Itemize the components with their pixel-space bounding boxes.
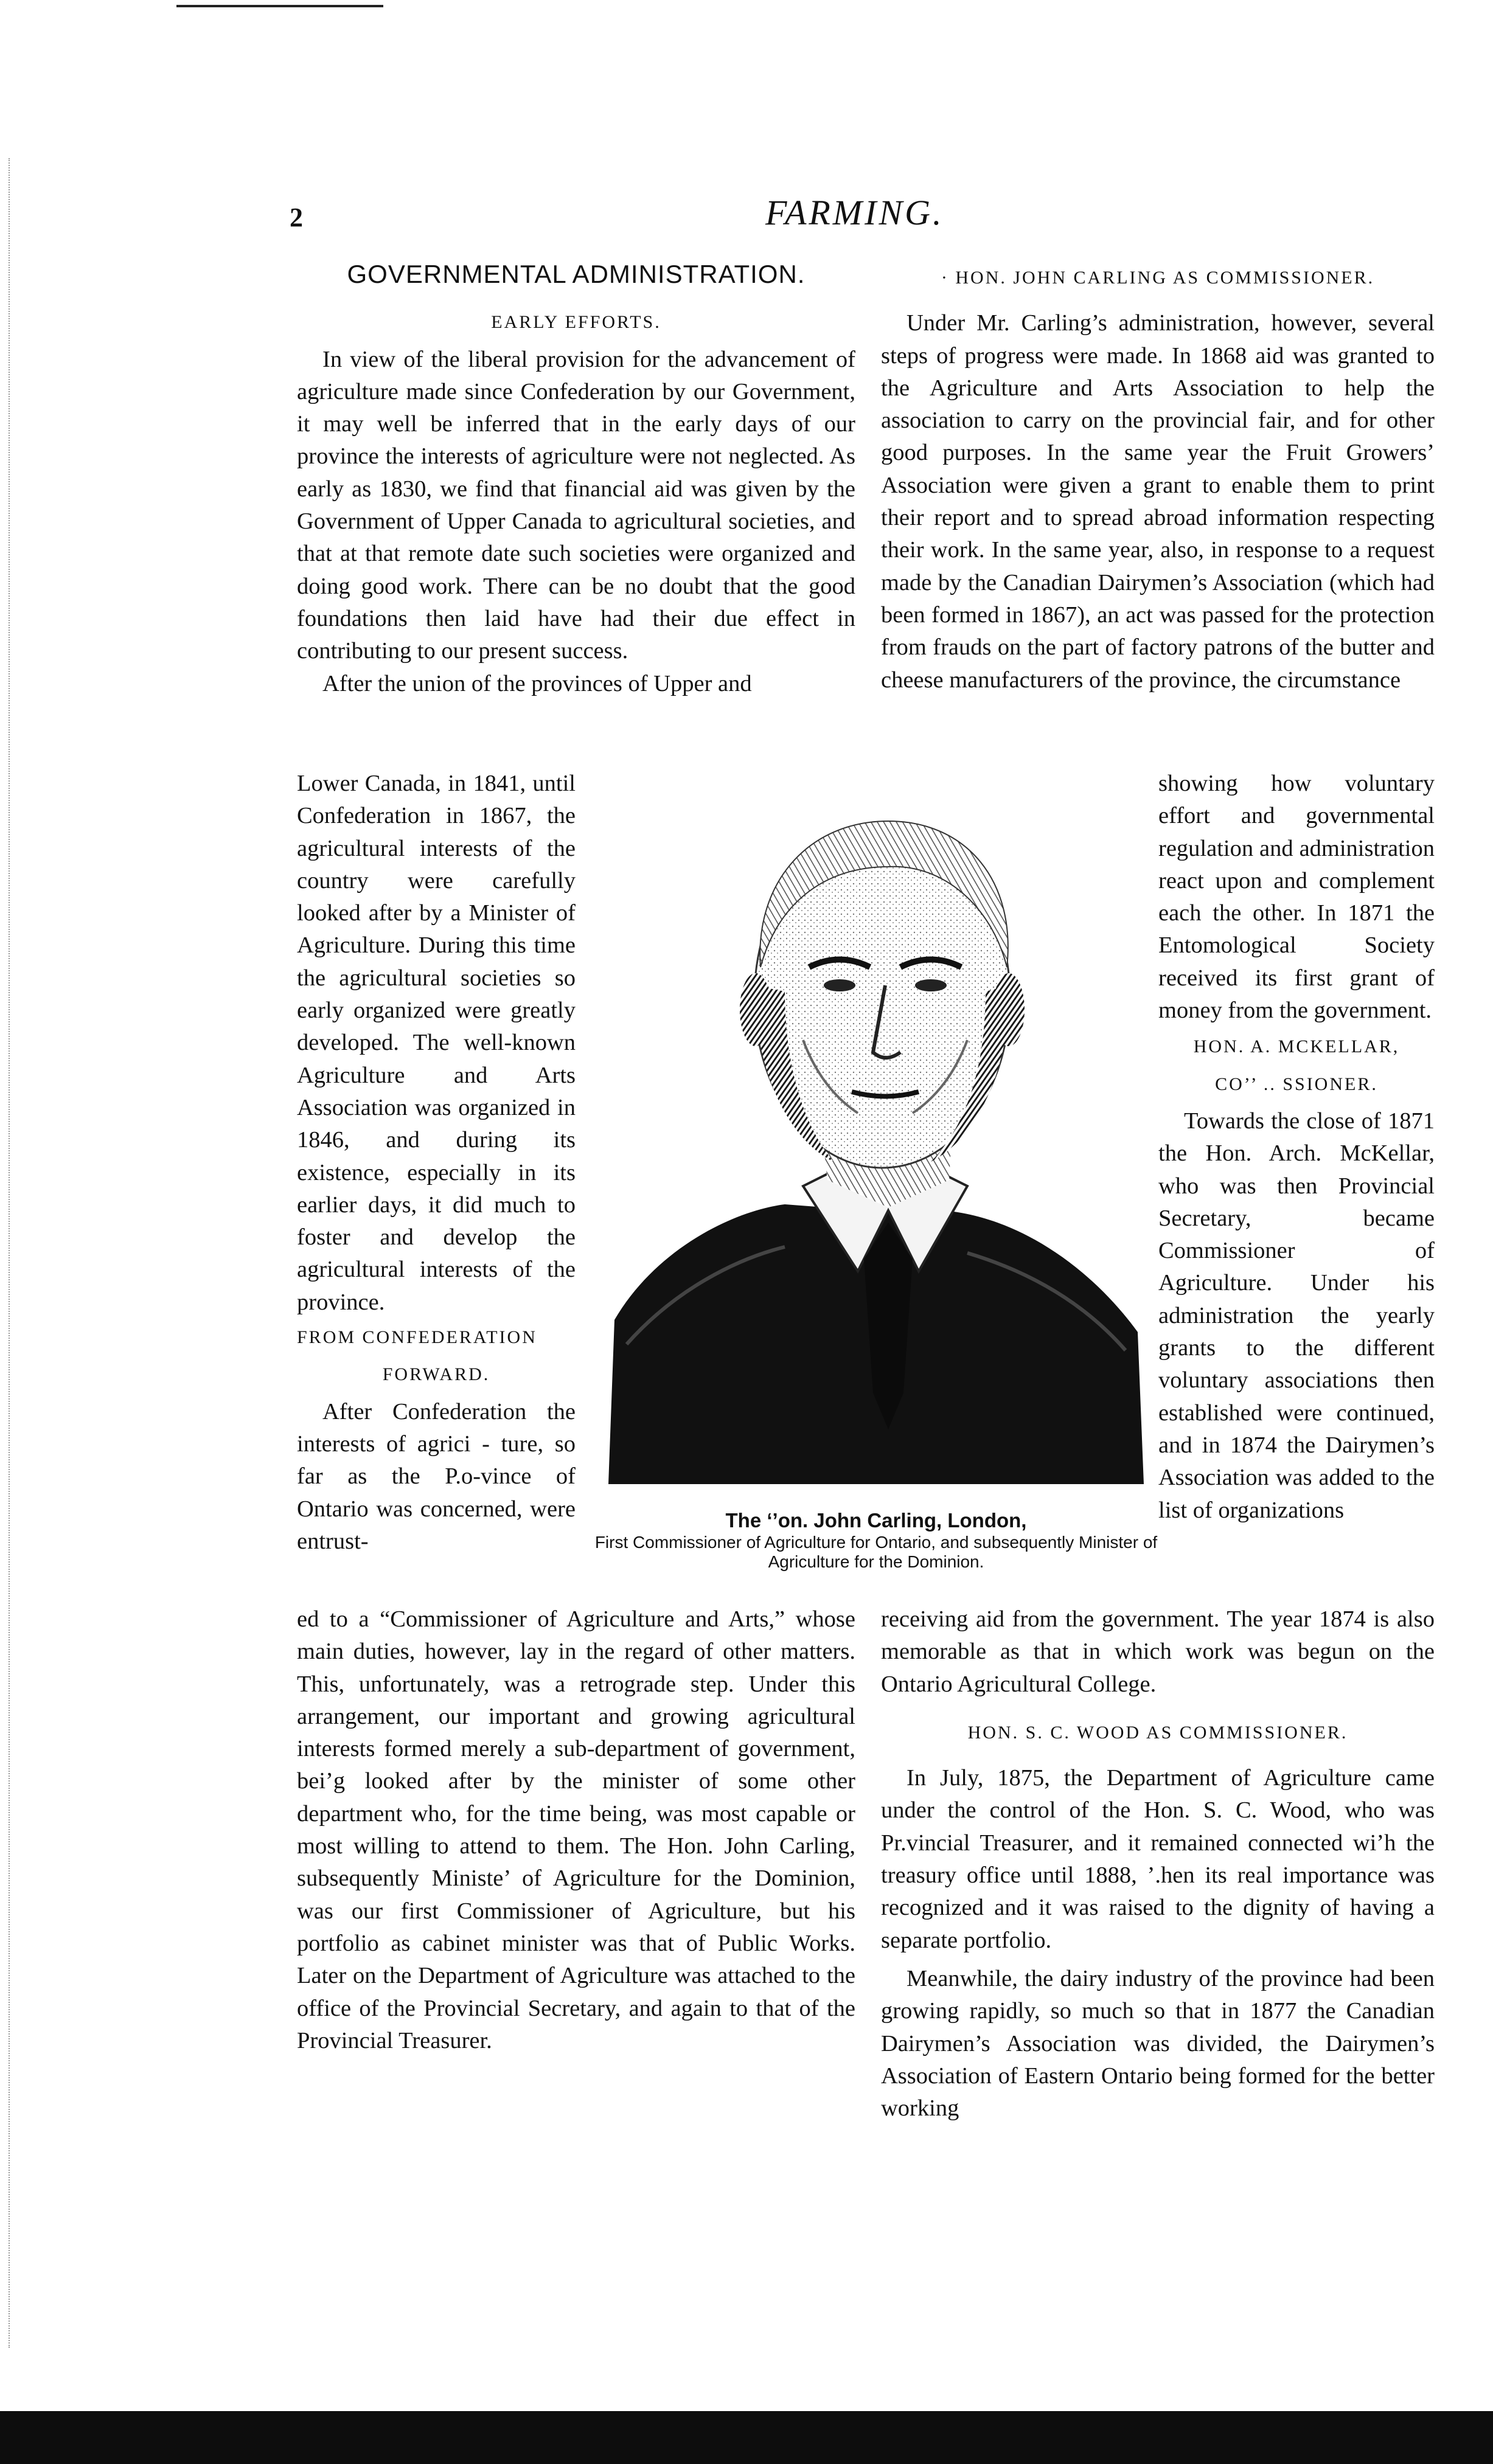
page-edge-dots [9, 158, 11, 2348]
right-column-narrow [1158, 768, 1435, 1527]
bottom-scan-border [0, 2411, 1493, 2464]
paragraph-early-efforts: In view of the liberal provision for the advancement of agriculture made since Confederation by our Government, it may well be inferred that in the early days of our province the interests of agriculture were not neglected. As early as 1830, we find that financial aid was given by the Government of Upper Canada to agricultural societies, and that at that remote date such societies were organized and doing good work. There can be no doubt that the good foundations then laid have had their due effect in contributing to our present success. [297, 346, 855, 664]
section-heading: GOVERNMENTAL ADMINISTRATION. [347, 260, 806, 288]
top-rule [176, 5, 383, 7]
paragraph-mckellar-wrap: Towards the close of 1871 the Hon. Arch. McKellar, who was then Provincial Secretary, became Commissioner of Agriculture. Under his administration the yearly grants to the different voluntary associations then established were continued, and in 1874 the Dairymen’s Association was added to the list of organizations [1158, 1108, 1435, 1523]
subheading-early-efforts: EARLY EFFORTS. [491, 312, 661, 333]
right-column-bottom [881, 1603, 1435, 2125]
paragraph-confederation-continued: ed to a “Commissioner of Agriculture and Arts,” whose main duties, however, lay in the regard of other matters. This, unfortunately, was a retrograde step. Under this arrangement, our important and growing agricultural interests formed merely a sub-department of government, bei’g looked after by the minister of some other department who, for the time being, was most capable or most willing to attend to them. The Hon. John Carling, subsequently Ministe’ of Agriculture for the Dominion, was our first Commissioner of Agriculture, but his portfolio as cabinet minister was that of Public Works. Later on the Department of Agriculture was attached to the office of the Provincial Secretary, and again to that of the Provincial Treasurer. [297, 1606, 855, 2053]
left-column-narrow [297, 768, 576, 1558]
page-number: 2 [290, 203, 303, 232]
paragraph-carling: Under Mr. Carling’s administration, however, several steps of progress were made. In 1868 aid was granted to the Agriculture and Arts Association to help the association to carry on the provincial fair, and for other good purposes. In the same year the Fruit Growers’ Association were given a grant to enable them to print their report and to spread abroad information respecting their work. In the same year, also, in response to a request made by the Canadian Dairymen’s Association (which had been formed in 1867), an act was passed for the protection from frauds on the part of factory patrons of the butter and cheese manufacturers of the province, the circumstance [881, 310, 1435, 693]
paragraph-union-continued: Lower Canada, in 1841, until Confederation in 1867, the agricultural interests of the country were carefully looked after by a Minister of Agriculture. During this time the agricultural societies so early organized were greatly developed. The well-known Agriculture and Arts Association was organized in 1846, and during its existence, especially in its earlier days, it did much to foster and develop the agricultural interests of the province. [297, 771, 576, 1315]
portrait-engraving [602, 785, 1150, 1490]
paragraph-dairy: Meanwhile, the dairy industry of the province had been growing rapidly, so much so that in 1877 the Canadian Dairymen’s Association was divided, the Dairymen’s Association of Eastern Ontario being formed for the better working [881, 1965, 1435, 2122]
paragraph-mckellar-continued: receiving aid from the government. The year 1874 is also memorable as that in which work was begun on the Ontario Agricultural College. [881, 1606, 1435, 1697]
subheading-forward: FORWARD. [382, 1364, 490, 1385]
subheading-mckellar: HON. A. MCKELLAR, [1193, 1036, 1400, 1057]
subheading-carling: · HON. JOHN CARLING AS COMMISSIONER. [941, 268, 1375, 288]
paragraph-carling-continued: showing how voluntary effort and governmental regulation and administration react upon and complement each the other. In 1871 the Entomological Society received its first grant of money from the government. [1158, 771, 1435, 1024]
paragraph-union-lead: After the union of the provinces of Upper and [322, 670, 752, 696]
subheading-wood: HON. S. C. WOOD AS COMMISSIONER. [967, 1722, 1348, 1743]
caption-name: The ‘’on. John Carling, London, [725, 1509, 1027, 1532]
paragraph-confederation-wrap: After Confederation the interests of agrici - ture, so far as the P.o-vince of Ontario was concerned, were entrust- [297, 1398, 576, 1554]
subheading-confederation: FROM CONFEDERATION [297, 1327, 537, 1348]
left-column-bottom [297, 1603, 855, 2057]
subheading-mckellar-commissioner: CO’’ .. SSIONER. [1215, 1074, 1378, 1094]
paragraph-wood: In July, 1875, the Department of Agriculture came under the control of the Hon. S. C. Wood, who was Pr.vincial Treasurer, and it remained connected wi’h the treasury office until 1888, ’.hen its real importance was recognized and it was raised to the dignity of having a separate portfolio. [881, 1765, 1435, 1953]
portrait-caption [581, 1508, 1171, 1572]
right-column-top [881, 262, 1435, 696]
caption-description: First Commissioner of Agriculture for Ontario, and subsequently Minister of Agriculture for the Dominion. [594, 1533, 1158, 1571]
running-title: FARMING. [765, 193, 944, 232]
left-column-top [297, 258, 855, 700]
